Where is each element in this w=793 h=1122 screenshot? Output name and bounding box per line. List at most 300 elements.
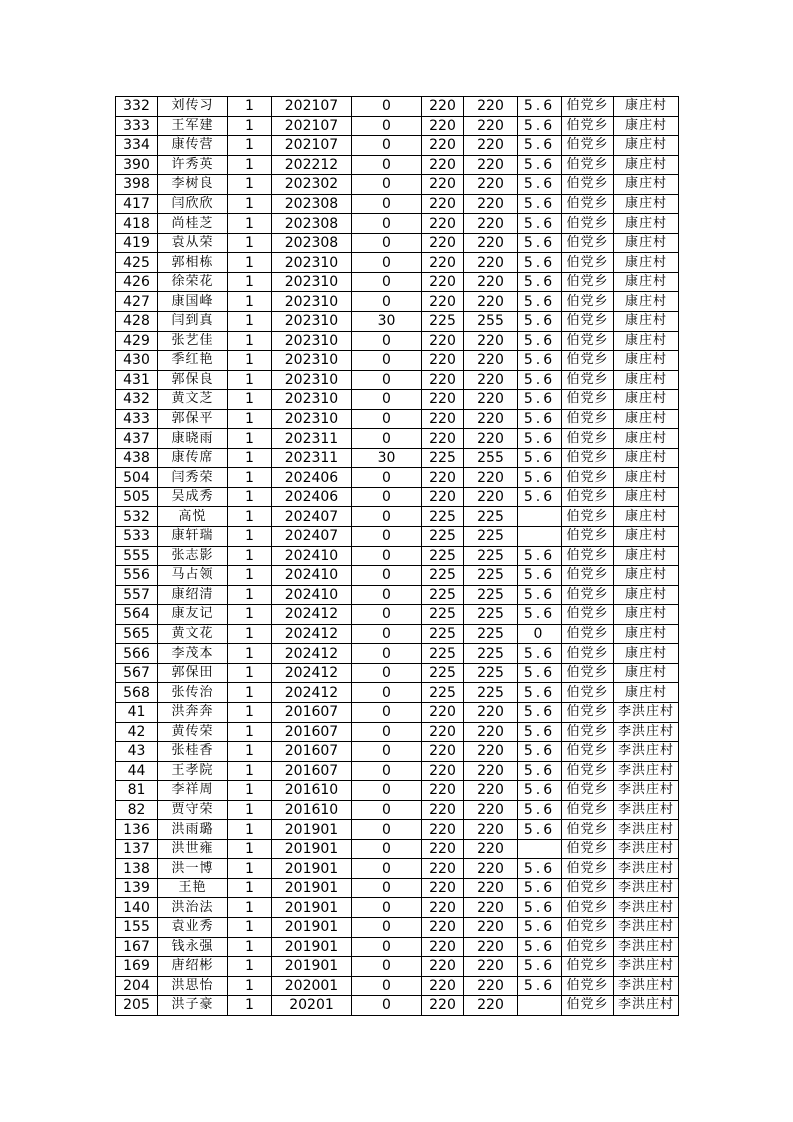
cell-base: 225 — [422, 312, 464, 332]
table-row — [116, 116, 679, 136]
cell-seq: 332 — [116, 97, 158, 117]
cell-month: 202311 — [272, 448, 352, 468]
table-row — [116, 448, 679, 468]
cell-seq: 44 — [116, 761, 158, 781]
cell-town: 伯党乡 — [562, 663, 614, 683]
cell-seq: 204 — [116, 976, 158, 996]
cell-town: 伯党乡 — [562, 448, 614, 468]
cell-month: 202412 — [272, 644, 352, 664]
table-row — [116, 272, 679, 292]
cell-month: 201901 — [272, 917, 352, 937]
cell-month: 20201 — [272, 996, 352, 1016]
cell-village: 康庄村 — [614, 390, 679, 410]
cell-extra: 0 — [352, 175, 422, 195]
cell-extra: 0 — [352, 683, 422, 703]
cell-seq: 136 — [116, 820, 158, 840]
cell-rate: 5.6 — [518, 742, 562, 762]
cell-base: 220 — [422, 253, 464, 273]
cell-town: 伯党乡 — [562, 233, 614, 253]
cell-rate: 5.6 — [518, 253, 562, 273]
cell-total: 225 — [464, 683, 518, 703]
cell-extra: 0 — [352, 898, 422, 918]
cell-town: 伯党乡 — [562, 97, 614, 117]
cell-base: 220 — [422, 214, 464, 234]
cell-village: 康庄村 — [614, 663, 679, 683]
cell-extra: 0 — [352, 702, 422, 722]
cell-month: 201901 — [272, 859, 352, 879]
cell-base: 225 — [422, 566, 464, 586]
cell-total: 220 — [464, 800, 518, 820]
cell-month: 202308 — [272, 194, 352, 214]
cell-village: 康庄村 — [614, 624, 679, 644]
cell-town: 伯党乡 — [562, 722, 614, 742]
table-row — [116, 331, 679, 351]
cell-month: 202406 — [272, 468, 352, 488]
cell-name: 李祥周 — [158, 781, 228, 801]
cell-total: 225 — [464, 663, 518, 683]
cell-month: 202107 — [272, 97, 352, 117]
cell-extra: 0 — [352, 233, 422, 253]
cell-name: 康绍清 — [158, 585, 228, 605]
cell-total: 220 — [464, 97, 518, 117]
cell-name: 康国峰 — [158, 292, 228, 312]
cell-count: 1 — [228, 370, 272, 390]
cell-extra: 0 — [352, 468, 422, 488]
cell-seq: 428 — [116, 312, 158, 332]
cell-rate — [518, 839, 562, 859]
cell-town: 伯党乡 — [562, 996, 614, 1016]
cell-month: 201901 — [272, 898, 352, 918]
table-row — [116, 292, 679, 312]
table-row — [116, 155, 679, 175]
cell-extra: 0 — [352, 878, 422, 898]
cell-seq: 430 — [116, 351, 158, 371]
cell-seq: 419 — [116, 233, 158, 253]
cell-seq: 167 — [116, 937, 158, 957]
cell-count: 1 — [228, 585, 272, 605]
cell-seq: 82 — [116, 800, 158, 820]
cell-village: 康庄村 — [614, 97, 679, 117]
cell-extra: 0 — [352, 761, 422, 781]
table-row — [116, 214, 679, 234]
cell-village: 康庄村 — [614, 136, 679, 156]
cell-seq: 205 — [116, 996, 158, 1016]
cell-count: 1 — [228, 155, 272, 175]
table-row — [116, 976, 679, 996]
cell-town: 伯党乡 — [562, 136, 614, 156]
cell-count: 1 — [228, 644, 272, 664]
cell-village: 康庄村 — [614, 409, 679, 429]
cell-base: 225 — [422, 624, 464, 644]
cell-town: 伯党乡 — [562, 194, 614, 214]
cell-base: 220 — [422, 976, 464, 996]
cell-village: 李洪庄村 — [614, 957, 679, 977]
cell-town: 伯党乡 — [562, 644, 614, 664]
cell-extra: 0 — [352, 136, 422, 156]
table-row — [116, 702, 679, 722]
cell-village: 康庄村 — [614, 233, 679, 253]
cell-seq: 42 — [116, 722, 158, 742]
cell-count: 1 — [228, 272, 272, 292]
cell-village: 康庄村 — [614, 331, 679, 351]
cell-total: 220 — [464, 917, 518, 937]
cell-village: 李洪庄村 — [614, 976, 679, 996]
cell-count: 1 — [228, 194, 272, 214]
cell-month: 201901 — [272, 839, 352, 859]
cell-seq: 418 — [116, 214, 158, 234]
cell-month: 201901 — [272, 820, 352, 840]
cell-count: 1 — [228, 390, 272, 410]
cell-village: 李洪庄村 — [614, 937, 679, 957]
cell-month: 202406 — [272, 487, 352, 507]
cell-rate: 5.6 — [518, 390, 562, 410]
cell-name: 张艺佳 — [158, 331, 228, 351]
cell-count: 1 — [228, 233, 272, 253]
cell-seq: 437 — [116, 429, 158, 449]
cell-extra: 0 — [352, 331, 422, 351]
cell-rate: 5.6 — [518, 663, 562, 683]
cell-name: 黄文芝 — [158, 390, 228, 410]
cell-base: 225 — [422, 527, 464, 547]
cell-name: 张志影 — [158, 546, 228, 566]
cell-count: 1 — [228, 663, 272, 683]
cell-village: 康庄村 — [614, 507, 679, 527]
cell-base: 220 — [422, 761, 464, 781]
cell-town: 伯党乡 — [562, 820, 614, 840]
cell-count: 1 — [228, 331, 272, 351]
cell-month: 201901 — [272, 957, 352, 977]
cell-extra: 0 — [352, 742, 422, 762]
cell-rate: 5.6 — [518, 781, 562, 801]
cell-count: 1 — [228, 976, 272, 996]
cell-month: 202308 — [272, 214, 352, 234]
table-row — [116, 859, 679, 879]
cell-total: 220 — [464, 878, 518, 898]
cell-month: 201901 — [272, 937, 352, 957]
cell-extra: 0 — [352, 527, 422, 547]
cell-count: 1 — [228, 409, 272, 429]
table-row — [116, 605, 679, 625]
cell-seq: 155 — [116, 917, 158, 937]
cell-seq: 425 — [116, 253, 158, 273]
cell-seq: 333 — [116, 116, 158, 136]
cell-village: 康庄村 — [614, 566, 679, 586]
cell-seq: 532 — [116, 507, 158, 527]
cell-extra: 0 — [352, 566, 422, 586]
cell-total: 220 — [464, 370, 518, 390]
cell-name: 闫到真 — [158, 312, 228, 332]
cell-town: 伯党乡 — [562, 292, 614, 312]
cell-total: 220 — [464, 487, 518, 507]
cell-rate: 5.6 — [518, 702, 562, 722]
cell-count: 1 — [228, 996, 272, 1016]
cell-base: 220 — [422, 839, 464, 859]
table-row — [116, 97, 679, 117]
cell-town: 伯党乡 — [562, 351, 614, 371]
cell-name: 闫欣欣 — [158, 194, 228, 214]
cell-town: 伯党乡 — [562, 527, 614, 547]
cell-town: 伯党乡 — [562, 155, 614, 175]
table-row — [116, 624, 679, 644]
cell-month: 202412 — [272, 663, 352, 683]
table-row — [116, 527, 679, 547]
cell-village: 李洪庄村 — [614, 742, 679, 762]
cell-extra: 0 — [352, 272, 422, 292]
cell-base: 220 — [422, 233, 464, 253]
cell-rate: 5.6 — [518, 155, 562, 175]
table-row — [116, 996, 679, 1016]
cell-count: 1 — [228, 702, 272, 722]
cell-month: 201610 — [272, 800, 352, 820]
cell-rate: 5.6 — [518, 937, 562, 957]
cell-extra: 0 — [352, 800, 422, 820]
cell-village: 李洪庄村 — [614, 820, 679, 840]
cell-extra: 0 — [352, 781, 422, 801]
table-row — [116, 917, 679, 937]
table-row — [116, 566, 679, 586]
cell-seq: 140 — [116, 898, 158, 918]
cell-name: 康轩瑞 — [158, 527, 228, 547]
cell-base: 220 — [422, 390, 464, 410]
cell-name: 吴成秀 — [158, 487, 228, 507]
cell-count: 1 — [228, 97, 272, 117]
cell-extra: 0 — [352, 663, 422, 683]
cell-seq: 43 — [116, 742, 158, 762]
cell-extra: 30 — [352, 448, 422, 468]
cell-total: 220 — [464, 214, 518, 234]
cell-town: 伯党乡 — [562, 116, 614, 136]
cell-rate — [518, 527, 562, 547]
cell-month: 202311 — [272, 429, 352, 449]
cell-seq: 556 — [116, 566, 158, 586]
cell-village: 康庄村 — [614, 683, 679, 703]
cell-rate: 5.6 — [518, 409, 562, 429]
cell-name: 洪治法 — [158, 898, 228, 918]
cell-name: 马占领 — [158, 566, 228, 586]
cell-seq: 431 — [116, 370, 158, 390]
cell-base: 225 — [422, 546, 464, 566]
cell-town: 伯党乡 — [562, 800, 614, 820]
cell-extra: 0 — [352, 859, 422, 879]
cell-count: 1 — [228, 917, 272, 937]
cell-rate: 5.6 — [518, 566, 562, 586]
cell-count: 1 — [228, 761, 272, 781]
cell-base: 220 — [422, 742, 464, 762]
cell-total: 220 — [464, 468, 518, 488]
cell-town: 伯党乡 — [562, 937, 614, 957]
cell-total: 220 — [464, 136, 518, 156]
cell-seq: 169 — [116, 957, 158, 977]
cell-village: 康庄村 — [614, 214, 679, 234]
cell-rate: 5.6 — [518, 585, 562, 605]
cell-name: 洪思怡 — [158, 976, 228, 996]
cell-extra: 0 — [352, 370, 422, 390]
cell-name: 张桂香 — [158, 742, 228, 762]
cell-total: 220 — [464, 272, 518, 292]
cell-town: 伯党乡 — [562, 566, 614, 586]
cell-month: 202310 — [272, 409, 352, 429]
cell-count: 1 — [228, 878, 272, 898]
cell-village: 李洪庄村 — [614, 917, 679, 937]
cell-village: 李洪庄村 — [614, 898, 679, 918]
cell-total: 220 — [464, 194, 518, 214]
cell-seq: 567 — [116, 663, 158, 683]
cell-count: 1 — [228, 448, 272, 468]
cell-seq: 426 — [116, 272, 158, 292]
cell-name: 刘传习 — [158, 97, 228, 117]
cell-extra: 0 — [352, 585, 422, 605]
cell-town: 伯党乡 — [562, 429, 614, 449]
cell-total: 220 — [464, 957, 518, 977]
table-row — [116, 898, 679, 918]
cell-extra: 0 — [352, 390, 422, 410]
cell-base: 220 — [422, 859, 464, 879]
cell-total: 220 — [464, 761, 518, 781]
cell-name: 季红艳 — [158, 351, 228, 371]
cell-extra: 0 — [352, 487, 422, 507]
cell-seq: 334 — [116, 136, 158, 156]
cell-month: 202407 — [272, 507, 352, 527]
cell-month: 202310 — [272, 312, 352, 332]
table-row — [116, 409, 679, 429]
cell-town: 伯党乡 — [562, 312, 614, 332]
cell-count: 1 — [228, 566, 272, 586]
cell-village: 康庄村 — [614, 585, 679, 605]
cell-month: 202310 — [272, 292, 352, 312]
cell-extra: 0 — [352, 644, 422, 664]
cell-town: 伯党乡 — [562, 175, 614, 195]
cell-count: 1 — [228, 937, 272, 957]
cell-village: 李洪庄村 — [614, 702, 679, 722]
cell-town: 伯党乡 — [562, 761, 614, 781]
cell-count: 1 — [228, 781, 272, 801]
cell-rate — [518, 507, 562, 527]
cell-total: 255 — [464, 448, 518, 468]
cell-name: 高悦 — [158, 507, 228, 527]
cell-seq: 433 — [116, 409, 158, 429]
cell-extra: 0 — [352, 937, 422, 957]
table-row — [116, 253, 679, 273]
cell-count: 1 — [228, 957, 272, 977]
table-row — [116, 742, 679, 762]
cell-month: 201610 — [272, 781, 352, 801]
cell-base: 220 — [422, 331, 464, 351]
cell-village: 李洪庄村 — [614, 878, 679, 898]
cell-rate: 5.6 — [518, 917, 562, 937]
cell-seq: 138 — [116, 859, 158, 879]
cell-name: 康友记 — [158, 605, 228, 625]
cell-base: 225 — [422, 507, 464, 527]
cell-name: 洪子豪 — [158, 996, 228, 1016]
table-row — [116, 839, 679, 859]
cell-base: 225 — [422, 663, 464, 683]
cell-total: 220 — [464, 781, 518, 801]
cell-base: 220 — [422, 487, 464, 507]
cell-extra: 0 — [352, 97, 422, 117]
cell-base: 225 — [422, 683, 464, 703]
cell-total: 220 — [464, 702, 518, 722]
cell-total: 220 — [464, 390, 518, 410]
cell-month: 202302 — [272, 175, 352, 195]
cell-seq: 417 — [116, 194, 158, 214]
cell-rate: 5.6 — [518, 468, 562, 488]
cell-village: 康庄村 — [614, 312, 679, 332]
cell-town: 伯党乡 — [562, 859, 614, 879]
cell-rate: 5.6 — [518, 644, 562, 664]
cell-town: 伯党乡 — [562, 898, 614, 918]
cell-month: 202001 — [272, 976, 352, 996]
cell-count: 1 — [228, 546, 272, 566]
cell-base: 220 — [422, 820, 464, 840]
cell-base: 220 — [422, 800, 464, 820]
cell-total: 220 — [464, 292, 518, 312]
cell-seq: 564 — [116, 605, 158, 625]
cell-month: 202310 — [272, 331, 352, 351]
table-row — [116, 781, 679, 801]
cell-month: 202107 — [272, 136, 352, 156]
cell-rate: 5.6 — [518, 683, 562, 703]
cell-name: 黄传荣 — [158, 722, 228, 742]
cell-town: 伯党乡 — [562, 742, 614, 762]
cell-base: 220 — [422, 155, 464, 175]
cell-seq: 505 — [116, 487, 158, 507]
cell-name: 贾守荣 — [158, 800, 228, 820]
cell-month: 202310 — [272, 390, 352, 410]
table-row — [116, 683, 679, 703]
cell-village: 李洪庄村 — [614, 800, 679, 820]
table-row — [116, 351, 679, 371]
table-row — [116, 761, 679, 781]
cell-name: 洪雨璐 — [158, 820, 228, 840]
cell-village: 李洪庄村 — [614, 859, 679, 879]
cell-base: 220 — [422, 136, 464, 156]
cell-extra: 0 — [352, 429, 422, 449]
roster-body — [116, 97, 679, 1016]
cell-rate: 5.6 — [518, 272, 562, 292]
cell-town: 伯党乡 — [562, 253, 614, 273]
cell-town: 伯党乡 — [562, 976, 614, 996]
cell-seq: 41 — [116, 702, 158, 722]
cell-extra: 0 — [352, 155, 422, 175]
cell-base: 220 — [422, 429, 464, 449]
cell-base: 220 — [422, 370, 464, 390]
cell-extra: 30 — [352, 312, 422, 332]
cell-rate: 5.6 — [518, 214, 562, 234]
cell-base: 220 — [422, 409, 464, 429]
cell-base: 225 — [422, 448, 464, 468]
cell-base: 220 — [422, 878, 464, 898]
cell-total: 220 — [464, 253, 518, 273]
cell-town: 伯党乡 — [562, 839, 614, 859]
cell-rate: 5.6 — [518, 605, 562, 625]
cell-total: 225 — [464, 507, 518, 527]
cell-name: 徐荣花 — [158, 272, 228, 292]
cell-month: 202310 — [272, 253, 352, 273]
cell-total: 220 — [464, 996, 518, 1016]
cell-count: 1 — [228, 605, 272, 625]
cell-total: 220 — [464, 742, 518, 762]
table-row — [116, 370, 679, 390]
cell-total: 220 — [464, 331, 518, 351]
cell-count: 1 — [228, 292, 272, 312]
cell-base: 220 — [422, 468, 464, 488]
cell-name: 李茂本 — [158, 644, 228, 664]
cell-total: 225 — [464, 605, 518, 625]
cell-month: 202310 — [272, 370, 352, 390]
cell-extra: 0 — [352, 917, 422, 937]
cell-rate: 5.6 — [518, 429, 562, 449]
cell-town: 伯党乡 — [562, 878, 614, 898]
